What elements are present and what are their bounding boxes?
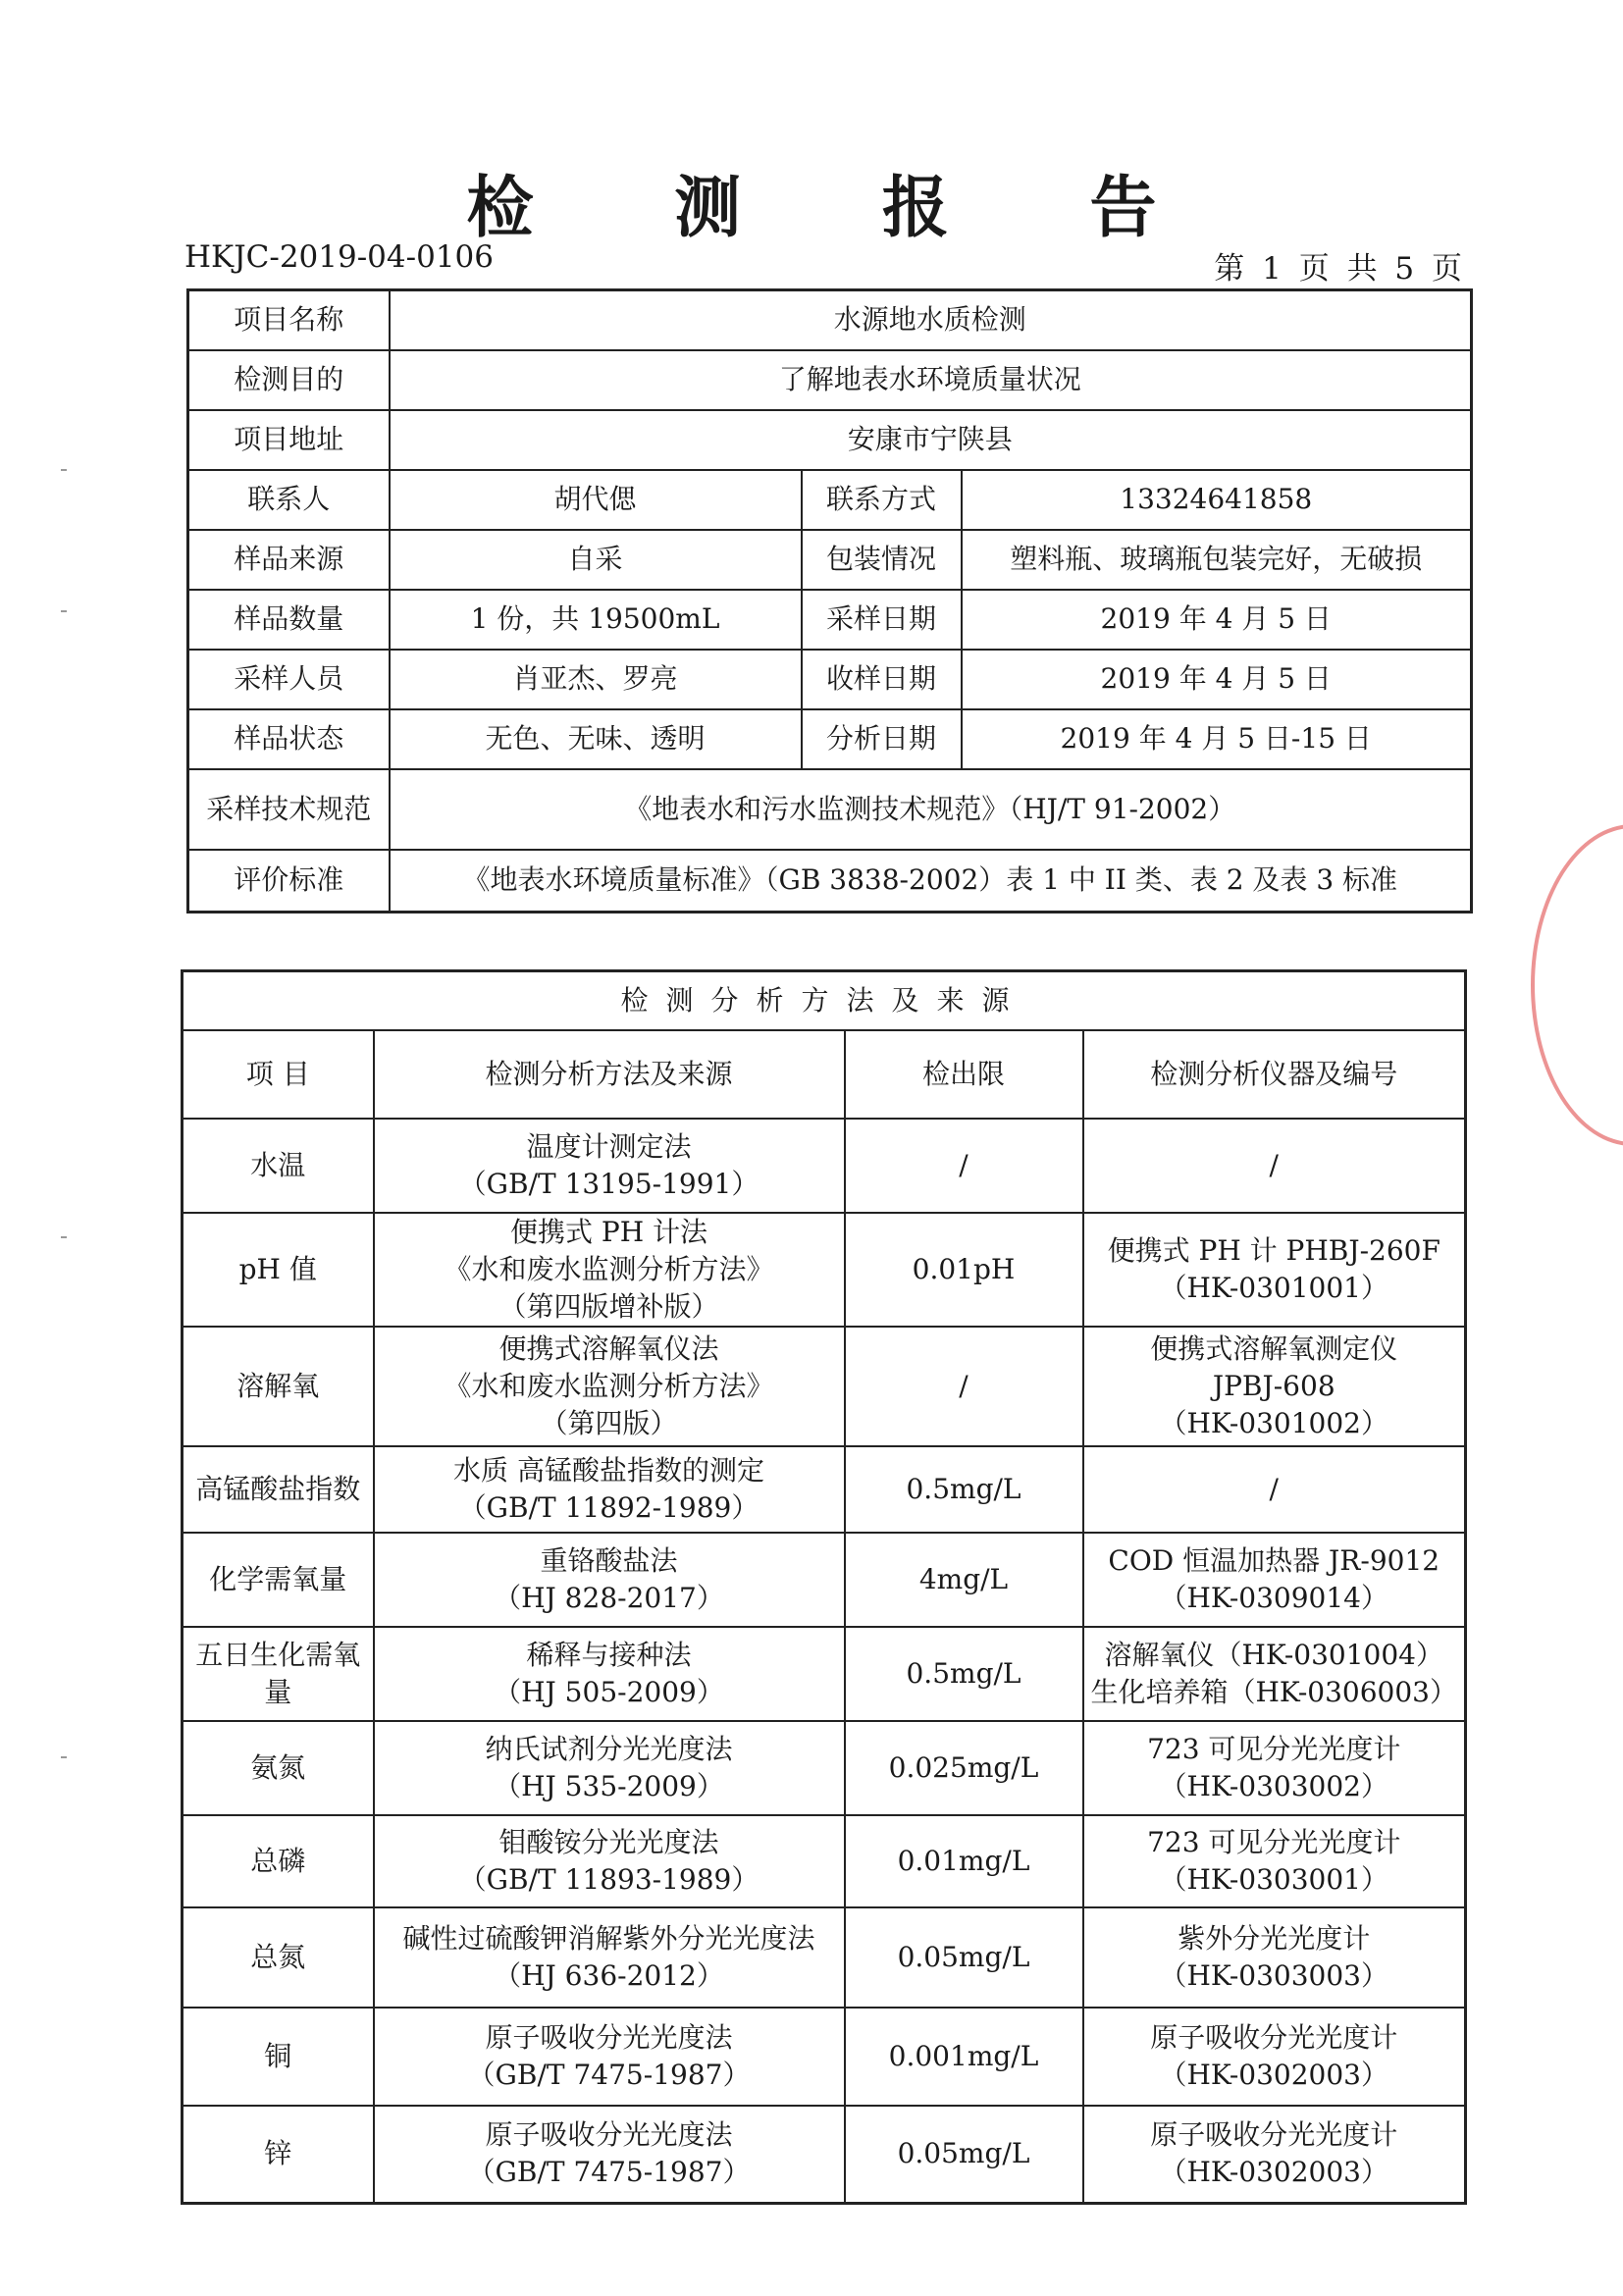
sample-source-label: 样品来源 — [188, 530, 390, 590]
methods-section-title: 检测分析方法及来源 — [183, 971, 1466, 1030]
quantity-label: 样品数量 — [188, 590, 390, 650]
purpose-label: 检测目的 — [188, 350, 390, 410]
header-limit: 检出限 — [845, 1030, 1083, 1119]
standard-label: 评价标准 — [188, 850, 390, 913]
methods-table — [181, 969, 1467, 2205]
method-limit-cell: 0.5mg/L — [845, 1446, 1083, 1533]
scan-mark — [61, 610, 67, 612]
method-method-cell: 钼酸铵分光光度法 （GB/T 11893-1989） — [374, 1815, 845, 1907]
method-item-cell: 高锰酸盐指数 — [183, 1446, 374, 1533]
sampling-date-label: 采样日期 — [802, 590, 962, 650]
purpose: 了解地表水环境质量状况 — [390, 350, 1472, 410]
analysis-date: 2019 年 4 月 5 日-15 日 — [962, 709, 1472, 769]
method-limit-cell: 0.01mg/L — [845, 1815, 1083, 1907]
method-method-cell: 纳氏试剂分光光度法 （HJ 535-2009） — [374, 1721, 845, 1815]
method-row — [183, 1446, 1466, 1533]
method-instrument-cell: / — [1083, 1119, 1466, 1213]
tech-spec-label: 采样技术规范 — [188, 769, 390, 850]
state: 无色、无味、透明 — [390, 709, 802, 769]
scan-mark — [61, 1236, 67, 1238]
method-item-cell: 化学需氧量 — [183, 1533, 374, 1627]
method-method-cell: 温度计测定法 （GB/T 13195-1991） — [374, 1119, 845, 1213]
address: 安康市宁陕县 — [390, 410, 1472, 470]
method-limit-cell: 4mg/L — [845, 1533, 1083, 1627]
state-label: 样品状态 — [188, 709, 390, 769]
report-number: HKJC-2019-04-0106 — [184, 239, 494, 275]
receive-date: 2019 年 4 月 5 日 — [962, 650, 1472, 709]
method-method-cell: 重铬酸盐法 （HJ 828-2017） — [374, 1533, 845, 1627]
method-instrument-cell: 溶解氧仪（HK-0301004） 生化培养箱（HK-0306003） — [1083, 1627, 1466, 1721]
method-item-cell: 水温 — [183, 1119, 374, 1213]
method-instrument-cell: 723 可见分光光度计 （HK-0303002） — [1083, 1721, 1466, 1815]
header-item: 项 目 — [183, 1030, 374, 1119]
method-instrument-cell: 原子吸收分光光度计 （HK-0302003） — [1083, 2106, 1466, 2204]
method-item-cell: pH 值 — [183, 1213, 374, 1327]
tech-spec: 《地表水和污水监测技术规范》（HJ/T 91-2002） — [390, 769, 1472, 850]
method-instrument-cell: 紫外分光光度计 （HK-0303003） — [1083, 1907, 1466, 2008]
method-instrument-cell: COD 恒温加热器 JR-9012 （HK-0309014） — [1083, 1533, 1466, 1627]
method-row — [183, 1721, 1466, 1815]
report-title: 检 测 报 告 — [466, 170, 1216, 247]
method-limit-cell: 0.001mg/L — [845, 2008, 1083, 2106]
method-instrument-cell: 原子吸收分光光度计 （HK-0302003） — [1083, 2008, 1466, 2106]
method-instrument-cell: 723 可见分光光度计 （HK-0303001） — [1083, 1815, 1466, 1907]
method-limit-cell: 0.01pH — [845, 1213, 1083, 1327]
page-info: 第 1 页 共 5 页 — [1214, 251, 1466, 287]
contact: 胡代偲 — [390, 470, 802, 530]
method-instrument-cell: 便携式 PH 计 PHBJ-260F （HK-0301001） — [1083, 1213, 1466, 1327]
analysis-date-label: 分析日期 — [802, 709, 962, 769]
method-limit-cell: 0.05mg/L — [845, 2106, 1083, 2204]
info-table — [186, 288, 1473, 913]
method-method-cell: 原子吸收分光光度法 （GB/T 7475-1987） — [374, 2008, 845, 2106]
method-method-cell: 稀释与接种法 （HJ 505-2009） — [374, 1627, 845, 1721]
address-label: 项目地址 — [188, 410, 390, 470]
standard: 《地表水环境质量标准》（GB 3838-2002）表 1 中 II 类、表 2 及表 3 标准 — [390, 850, 1472, 913]
project-name: 水源地水质检测 — [390, 290, 1472, 350]
method-row — [183, 1627, 1466, 1721]
sampler-label: 采样人员 — [188, 650, 390, 709]
contact-way-label: 联系方式 — [802, 470, 962, 530]
packing-label: 包装情况 — [802, 530, 962, 590]
method-item-cell: 总磷 — [183, 1815, 374, 1907]
method-method-cell: 碱性过硫酸钾消解紫外分光光度法 （HJ 636-2012） — [374, 1907, 845, 2008]
method-row — [183, 2106, 1466, 2204]
method-item-cell: 总氮 — [183, 1907, 374, 2008]
scan-mark — [61, 1756, 67, 1758]
sampling-date: 2019 年 4 月 5 日 — [962, 590, 1472, 650]
sampler: 肖亚杰、罗亮 — [390, 650, 802, 709]
method-row — [183, 1213, 1466, 1327]
method-row — [183, 1907, 1466, 2008]
method-limit-cell: / — [845, 1119, 1083, 1213]
method-item-cell: 锌 — [183, 2106, 374, 2204]
header-method: 检测分析方法及来源 — [374, 1030, 845, 1119]
method-limit-cell: 0.025mg/L — [845, 1721, 1083, 1815]
scan-mark — [61, 469, 67, 471]
method-item-cell: 溶解氧 — [183, 1327, 374, 1446]
contact-label: 联系人 — [188, 470, 390, 530]
contact-way: 13324641858 — [962, 470, 1472, 530]
method-method-cell: 原子吸收分光光度法 （GB/T 7475-1987） — [374, 2106, 845, 2204]
method-item-cell: 氨氮 — [183, 1721, 374, 1815]
method-instrument-cell: / — [1083, 1446, 1466, 1533]
method-row — [183, 2008, 1466, 2106]
method-method-cell: 便携式 PH 计法 《水和废水监测分析方法》 （第四版增补版） — [374, 1213, 845, 1327]
method-item-cell: 铜 — [183, 2008, 374, 2106]
receive-date-label: 收样日期 — [802, 650, 962, 709]
method-row — [183, 1119, 1466, 1213]
quantity: 1 份，共 19500mL — [390, 590, 802, 650]
method-method-cell: 便携式溶解氧仪法 《水和废水监测分析方法》 （第四版） — [374, 1327, 845, 1446]
method-row — [183, 1327, 1466, 1446]
packing: 塑料瓶、玻璃瓶包装完好，无破损 — [962, 530, 1472, 590]
method-instrument-cell: 便携式溶解氧测定仪 JPBJ-608 （HK-0301002） — [1083, 1327, 1466, 1446]
method-limit-cell: / — [845, 1327, 1083, 1446]
method-limit-cell: 0.5mg/L — [845, 1627, 1083, 1721]
header-instrument: 检测分析仪器及编号 — [1083, 1030, 1466, 1119]
method-method-cell: 水质 高锰酸盐指数的测定 （GB/T 11892-1989） — [374, 1446, 845, 1533]
method-rows — [183, 1119, 1466, 2204]
project-name-label: 项目名称 — [188, 290, 390, 350]
method-limit-cell: 0.05mg/L — [845, 1907, 1083, 2008]
method-item-cell: 五日生化需氧量 — [183, 1627, 374, 1721]
method-row — [183, 1815, 1466, 1907]
sample-source: 自采 — [390, 530, 802, 590]
red-seal-stamp — [1531, 824, 1623, 1146]
method-row — [183, 1533, 1466, 1627]
